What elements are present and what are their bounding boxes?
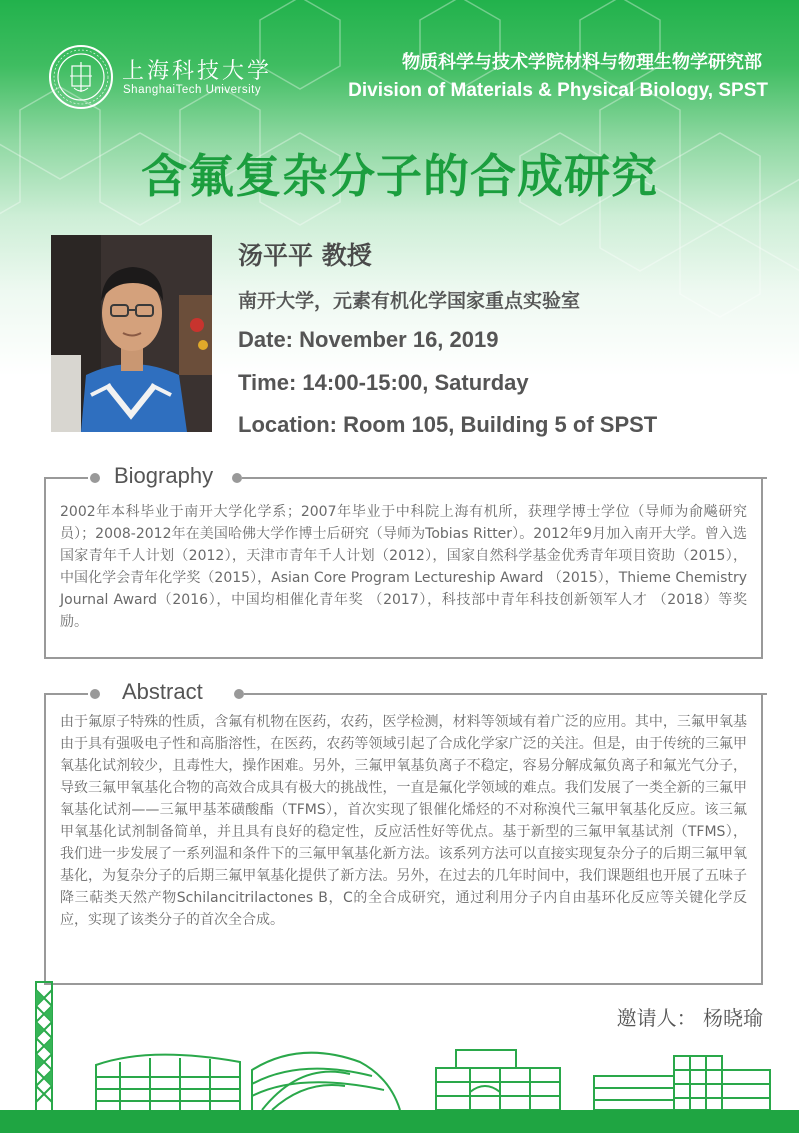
department-name-cn: 物质科学与技术学院材料与物理生物学研究部 (402, 52, 762, 73)
talk-time: Time: 14:00-15:00, Saturday (238, 370, 529, 395)
biography-text: 2002年本科毕业于南开大学化学系；2007年毕业于中科院上海有机所，获理学博士学位（导师为俞飚研究员）；2008-2012年在美国哈佛大学作博士后研究（导师为Tobias Ritter）。2012年9月加入南开大学。曾入选国家青年千人计划（2012），天津市青年千人计划（2012），国家自然科学基金优秀青年项目资助（2015），中国化学会青年化学奖（2015），Asian Core Program Lectureship Award （2015），Thieme Chemistry Journal Award（2016），中国均相催化青年奖 （2017），科技部中青年科技创新领军人才 （2018）等奖励。 (60, 504, 747, 630)
university-seal-icon (48, 44, 114, 110)
inviter-name: 邀请人： 杨晓瑜 (616, 1006, 763, 1030)
biography-heading: Biography (114, 463, 214, 488)
abstract-heading: Abstract (122, 679, 203, 704)
talk-date: Date: November 16, 2019 (238, 327, 499, 352)
speaker-name: 汤平平 教授 (238, 241, 372, 270)
talk-location: Location: Room 105, Building 5 of SPST (238, 412, 658, 437)
department-name-en: Division of Materials & Physical Biology, SPST (348, 80, 768, 101)
abstract-text: 由于氟原子特殊的性质，含氟有机物在医药，农药，医学检测，材料等领域有着广泛的应用。其中，三氟甲氧基由于具有强吸电子性和高脂溶性，在医药，农药等领域引起了合成化学家广泛的关注。但是，由于传统的三氟甲氧基化试剂较少，且毒性大，操作困难。另外，三氟甲氧基负离子不稳定，容易分解成氟负离子和氟光气分子，导致三氟甲氧基化合物的高效合成具有极大的挑战性，一直是氟化学领域的难点。我们发展了一类全新的三氟甲氧基化试剂——三氟甲基苯磺酸酯（TFMS），首次实现了银催化烯烃的不对称溴代三氟甲氧基化反应。该三氟甲氧基化试剂制备简单，并且具有良好的稳定性，反应活性好等优点。基于新型的三氟甲氧基试剂（TFMS），我们进一步发展了一系列温和条件下的三氟甲氧基化新方法。该系列方法可以直接实现复杂分子的后期三氟甲氧基化，为复杂分子的后期三氟甲氧基化提供了新方法。另外，在过去的几年时间中，我们课题组也开展了五味子降三萜类天然产物Schilancitrilactones B，C的全合成研究，通过利用分子内自由基环化反应等关键化学反应，实现了该类分子的首次全合成。 (60, 714, 747, 928)
speaker-affiliation: 南开大学，元素有机化学国家重点实验室 (238, 290, 581, 312)
campus-skyline-icon (0, 980, 799, 1133)
abstract-box (44, 693, 763, 985)
school-name-en: ShanghaiTech University (123, 84, 262, 96)
talk-title: 含氟复杂分子的合成研究 (141, 149, 658, 203)
biography-box (44, 477, 763, 659)
speaker-photo (51, 235, 212, 432)
school-name-cn: 上海科技大学 (122, 59, 273, 84)
